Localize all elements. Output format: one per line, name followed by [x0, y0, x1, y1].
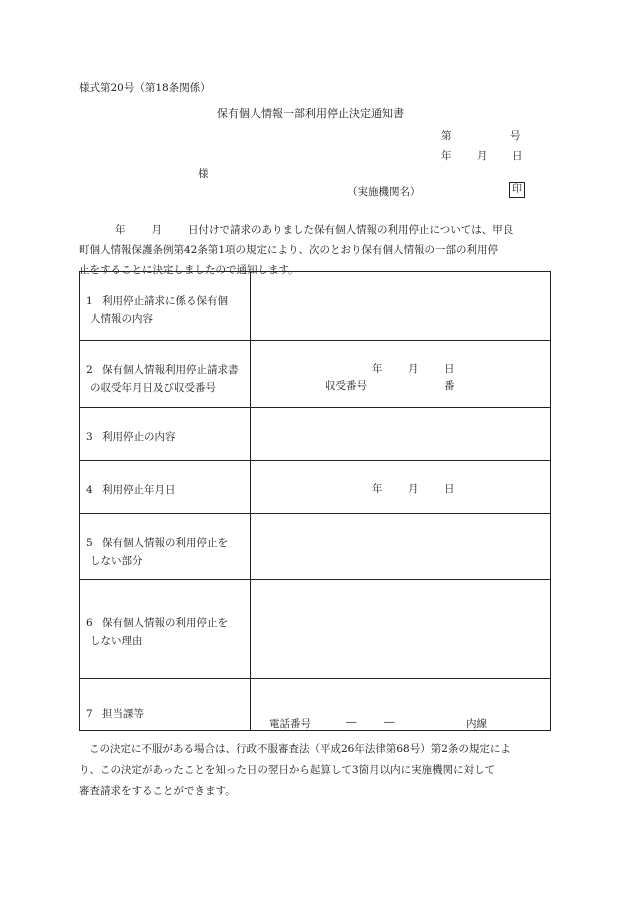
stop-date-year: 年 — [372, 483, 383, 495]
ref-number-suffix: 号 — [510, 130, 521, 142]
closing-line-1 — [79, 739, 551, 760]
table-row — [80, 461, 551, 514]
row-label-text: 利用停止の内容 — [102, 431, 176, 443]
row-label — [80, 679, 251, 731]
phone-dash-2: ― — [384, 716, 395, 728]
addressee-suffix: 様 — [198, 168, 209, 180]
receipt-number-suffix: 番 — [444, 380, 455, 392]
receipt-month: 月 — [408, 363, 419, 375]
form-number: 様式第20号（第18条関係） — [79, 82, 211, 94]
table-row — [80, 408, 551, 461]
table-row — [80, 341, 551, 408]
row-label-text: 利用停止請求に係る保有個 — [102, 295, 228, 307]
agency-name-label: （実施機関名） — [347, 186, 421, 198]
row-label-text-cont: しない理由 — [90, 635, 143, 647]
row-label — [80, 408, 251, 461]
row-label — [80, 341, 251, 408]
row-label-text-cont: の収受年月日及び収受番号 — [90, 382, 216, 394]
row-label-text-cont: 人情報の内容 — [90, 313, 153, 325]
not-stopped-reason-field[interactable] — [251, 580, 551, 679]
info-content-field[interactable] — [251, 272, 551, 341]
receipt-year: 年 — [372, 363, 383, 375]
row-label-text: 保有個人情報利用停止請求書 — [102, 364, 239, 376]
stop-date-field[interactable] — [251, 461, 551, 514]
intro-line-2: 町個人情報保護条例第42条第1項の規定により、次のとおり保有個人情報の一部の利用停 — [79, 244, 499, 256]
row-number: 2 — [86, 364, 93, 376]
notice-date-day: 日 — [512, 150, 523, 162]
receipt-field[interactable] — [251, 341, 551, 408]
form-table — [79, 271, 551, 731]
phone-dash-1: ― — [346, 716, 357, 728]
phone-label: 電話番号 — [269, 718, 311, 730]
row-label — [80, 461, 251, 514]
row-label-text: 保有個人情報の利用停止を — [102, 617, 228, 629]
notice-date-month: 月 — [477, 150, 488, 162]
closing-line-3: 審査請求をすることができます。 — [79, 785, 236, 797]
document-title: 保有個人情報一部利用停止決定通知書 — [217, 107, 404, 120]
intro-line-1-text: 日付けで請求のありました保有個人情報の利用停止については、甲良 — [188, 224, 514, 236]
notice-date-year: 年 — [441, 150, 452, 162]
stop-date-month: 月 — [408, 483, 419, 495]
intro-line-3: 止をすることに決定しましたので通知します。 — [79, 264, 299, 276]
intro-line-1 — [79, 220, 549, 240]
row-number: 7 — [86, 708, 93, 720]
not-stopped-part-field[interactable] — [251, 514, 551, 580]
extension-label: 内線 — [466, 718, 487, 730]
contact-field[interactable] — [251, 679, 551, 731]
row-number: 6 — [86, 617, 93, 629]
row-label — [80, 580, 251, 679]
row-label-text-cont: しない部分 — [90, 555, 143, 567]
row-number: 4 — [86, 484, 93, 496]
closing-paragraph — [79, 739, 551, 802]
table-row — [80, 272, 551, 341]
table-row — [80, 679, 551, 731]
row-label-text: 担当課等 — [102, 708, 144, 720]
stop-content-field[interactable] — [251, 408, 551, 461]
row-number: 5 — [86, 537, 93, 549]
row-label — [80, 514, 251, 580]
intro-month: 月 — [151, 224, 162, 236]
intro-year: 年 — [115, 224, 126, 236]
row-number: 3 — [86, 431, 93, 443]
closing-line-1-text: この決定に不服がある場合は、行政不服審査法（平成26年法律第68号）第2条の規定によ — [89, 743, 511, 755]
closing-line-2: り、この決定があったことを知った日の翌日から起算して3箇月以内に実施機関に対して — [79, 764, 496, 776]
stop-date-day: 日 — [444, 483, 455, 495]
row-label-text: 保有個人情報の利用停止を — [102, 537, 228, 549]
row-label — [80, 272, 251, 341]
receipt-number-label: 収受番号 — [325, 380, 367, 392]
seal-mark: 印 — [509, 182, 525, 198]
receipt-day: 日 — [444, 363, 455, 375]
ref-number-prefix: 第 — [441, 130, 452, 142]
table-row — [80, 514, 551, 580]
row-number: 1 — [86, 295, 93, 307]
table-row — [80, 580, 551, 679]
row-label-text: 利用停止年月日 — [102, 484, 176, 496]
